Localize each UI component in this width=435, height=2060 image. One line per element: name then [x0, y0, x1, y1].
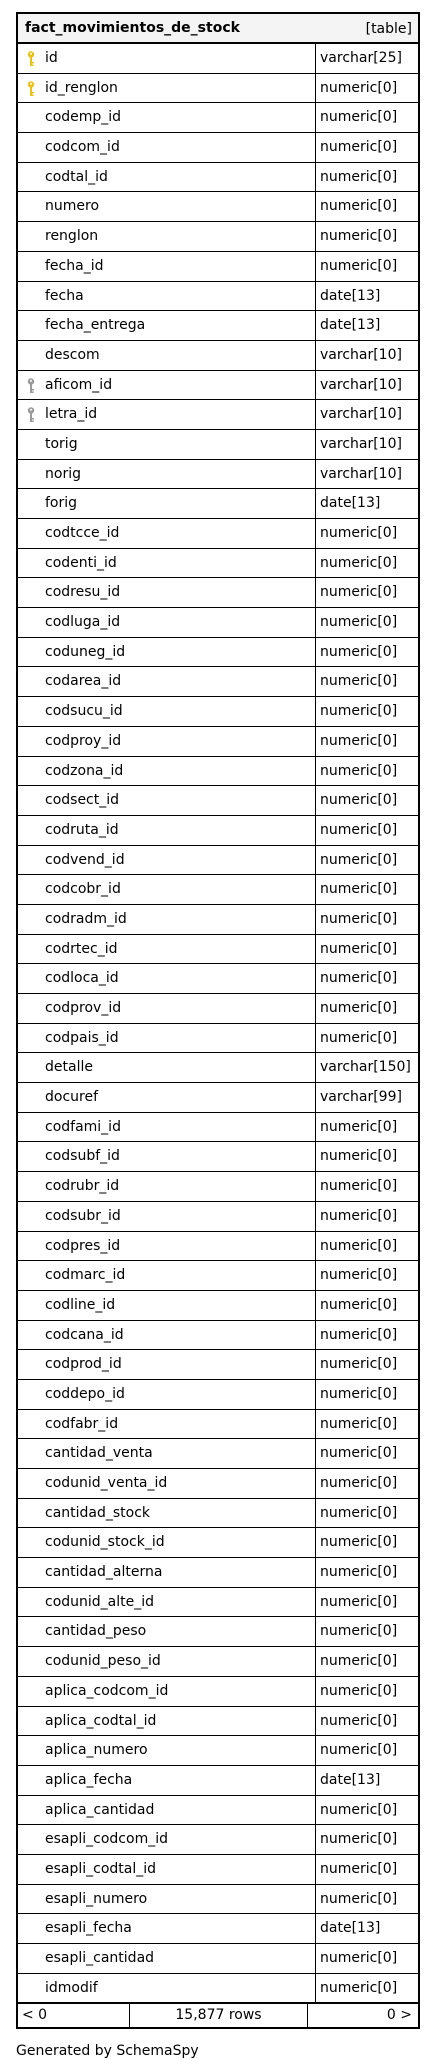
column-row [18, 489, 418, 519]
column-name: codrtec_id [45, 940, 118, 957]
column-name-cell [18, 252, 316, 281]
column-name: codunid_venta_id [45, 1475, 168, 1491]
column-name: fecha_entrega [45, 317, 146, 334]
column-name: codline_id [45, 1296, 116, 1313]
column-type: numeric[0] [320, 1564, 398, 1581]
column-type: numeric[0] [320, 1178, 398, 1195]
column-row [18, 163, 418, 193]
column-name: forig [45, 495, 78, 512]
primary-key-icon [27, 81, 35, 97]
column-type: numeric[0] [320, 881, 398, 898]
column-type: varchar[25] [320, 50, 402, 66]
column-type: date[13] [320, 287, 381, 304]
column-row [18, 964, 418, 994]
column-name: codunid_stock_id [45, 1534, 165, 1551]
column-row [18, 1321, 418, 1351]
table-name: fact_movimientos_de_stock [25, 20, 240, 36]
column-row [18, 935, 418, 965]
column-type: numeric[0] [320, 1653, 398, 1670]
column-name: codtcce_id [45, 525, 120, 541]
column-type: numeric[0] [320, 762, 398, 779]
column-row [18, 786, 418, 816]
column-row [18, 1053, 418, 1083]
column-row [18, 1261, 418, 1291]
column-type: numeric[0] [320, 525, 398, 541]
column-row [18, 1232, 418, 1262]
column-name: coduneg_id [45, 643, 126, 660]
column-name: codpais_id [45, 1029, 119, 1046]
column-type: numeric[0] [320, 1356, 398, 1373]
column-name: codluga_id [45, 614, 121, 631]
column-name: codzona_id [45, 762, 124, 779]
column-name-cell [18, 282, 316, 311]
column-type: numeric[0] [320, 1860, 398, 1877]
column-name-cell [18, 846, 316, 875]
column-row [18, 1172, 418, 1202]
column-name-cell [18, 1202, 316, 1231]
column-name-cell [18, 1885, 316, 1914]
primary-key-icon [27, 51, 35, 67]
column-type: numeric[0] [320, 1207, 398, 1224]
column-row [18, 1885, 418, 1915]
column-type: numeric[0] [320, 1623, 398, 1640]
column-type: numeric[0] [320, 792, 398, 809]
column-row [18, 1677, 418, 1707]
column-name-cell [18, 816, 316, 845]
column-name-cell [18, 1261, 316, 1290]
column-type: varchar[10] [320, 406, 402, 423]
table-footer [18, 2003, 418, 2027]
column-name: codsect_id [45, 792, 120, 809]
column-name-cell [18, 1499, 316, 1528]
column-type: numeric[0] [320, 1000, 398, 1016]
column-row [18, 1499, 418, 1529]
column-name-cell [18, 163, 316, 192]
column-name: codsucu_id [45, 703, 123, 720]
column-type: numeric[0] [320, 1950, 398, 1966]
column-name-cell [18, 549, 316, 578]
column-row [18, 1825, 418, 1855]
column-name-cell [18, 133, 316, 162]
column-row [18, 697, 418, 727]
column-row [18, 133, 418, 163]
table-header [18, 14, 418, 44]
column-name: codloca_id [45, 970, 119, 987]
column-name-cell [18, 103, 316, 132]
column-name-cell [18, 489, 316, 518]
column-type: date[13] [320, 1771, 381, 1788]
column-name: aplica_codtal_id [45, 1712, 157, 1729]
column-name: codarea_id [45, 673, 122, 690]
column-type: numeric[0] [320, 109, 398, 126]
column-row [18, 400, 418, 430]
column-name: idmodif [45, 1979, 98, 1996]
column-name-cell [18, 1588, 316, 1617]
column-type: varchar[150] [320, 1059, 411, 1076]
column-name-cell [18, 341, 316, 370]
column-name: aplica_numero [45, 1742, 148, 1759]
column-type: numeric[0] [320, 673, 398, 690]
column-name-cell [18, 1053, 316, 1082]
column-name-cell [18, 1528, 316, 1557]
foreign-key-icon [27, 378, 35, 394]
column-type: numeric[0] [320, 1475, 398, 1491]
column-name-cell [18, 875, 316, 904]
column-name: docuref [45, 1089, 99, 1106]
column-name-cell [18, 1439, 316, 1468]
column-row [18, 192, 418, 222]
column-name: fecha_id [45, 257, 104, 274]
column-row [18, 1202, 418, 1232]
column-name-cell [18, 1677, 316, 1706]
column-name: codsubr_id [45, 1207, 121, 1224]
column-row [18, 1914, 418, 1944]
column-name: cantidad_alterna [45, 1564, 163, 1581]
column-row [18, 1439, 418, 1469]
column-name: aplica_codcom_id [45, 1682, 169, 1699]
column-row [18, 1410, 418, 1440]
column-name: codresu_id [45, 584, 121, 601]
column-name-cell [18, 994, 316, 1023]
column-name-cell [18, 697, 316, 726]
table-node [16, 12, 420, 2029]
column-name: codsubf_id [45, 1148, 120, 1165]
column-type: numeric[0] [320, 1237, 398, 1254]
column-row [18, 460, 418, 490]
column-name: codfami_id [45, 1118, 121, 1135]
column-row [18, 1736, 418, 1766]
column-name: codprod_id [45, 1356, 122, 1373]
column-type: numeric[0] [320, 1593, 398, 1610]
column-name-cell [18, 222, 316, 251]
column-name: cantidad_peso [45, 1623, 147, 1640]
column-name: cantidad_stock [45, 1504, 151, 1521]
column-row [18, 667, 418, 697]
column-type: numeric[0] [320, 1296, 398, 1313]
column-row [18, 875, 418, 905]
column-name: letra_id [45, 406, 98, 423]
column-name: codmarc_id [45, 1267, 126, 1284]
column-type: numeric[0] [320, 1534, 398, 1551]
column-name: esapli_cantidad [45, 1950, 155, 1966]
column-type: numeric[0] [320, 1742, 398, 1759]
column-row [18, 1024, 418, 1054]
column-name-cell [18, 1083, 316, 1112]
column-name-cell [18, 608, 316, 637]
column-name-cell [18, 44, 316, 73]
column-type: numeric[0] [320, 139, 398, 156]
column-row [18, 519, 418, 549]
foreign-key-icon [27, 407, 35, 423]
column-type: numeric[0] [320, 1148, 398, 1165]
column-type: numeric[0] [320, 1385, 398, 1402]
column-row [18, 1469, 418, 1499]
column-type: numeric[0] [320, 910, 398, 927]
column-row [18, 1380, 418, 1410]
column-name: codpres_id [45, 1237, 121, 1254]
column-row [18, 222, 418, 252]
column-type: numeric[0] [320, 1415, 398, 1432]
column-name-cell [18, 578, 316, 607]
column-name-cell [18, 1024, 316, 1053]
column-type: numeric[0] [320, 1326, 398, 1343]
column-row [18, 1766, 418, 1796]
column-name-cell [18, 400, 316, 429]
column-type: numeric[0] [320, 198, 398, 215]
column-row [18, 341, 418, 371]
column-type: numeric[0] [320, 79, 398, 96]
column-name-cell [18, 727, 316, 756]
column-name: codfabr_id [45, 1415, 119, 1432]
column-name: detalle [45, 1059, 93, 1076]
column-name-cell [18, 1558, 316, 1587]
column-name-cell [18, 1707, 316, 1736]
column-row [18, 1142, 418, 1172]
column-name-cell [18, 1825, 316, 1854]
column-name: aplica_cantidad [45, 1801, 155, 1818]
column-name: id_renglon [45, 79, 118, 96]
column-name-cell [18, 1469, 316, 1498]
column-row [18, 994, 418, 1024]
column-name: codprov_id [45, 1000, 122, 1016]
column-type: varchar[99] [320, 1089, 402, 1106]
column-name: esapli_codcom_id [45, 1831, 168, 1848]
column-row [18, 1558, 418, 1588]
column-name-cell [18, 1350, 316, 1379]
column-name-cell [18, 1172, 316, 1201]
column-type: numeric[0] [320, 554, 398, 571]
column-row [18, 757, 418, 787]
column-type: numeric[0] [320, 970, 398, 987]
column-row [18, 44, 418, 74]
column-type: numeric[0] [320, 1890, 398, 1907]
column-name-cell [18, 1766, 316, 1795]
column-type: varchar[10] [320, 376, 402, 393]
table-kind: [table] [365, 21, 412, 37]
column-row [18, 608, 418, 638]
column-row [18, 282, 418, 312]
column-row [18, 816, 418, 846]
column-type: date[13] [320, 1920, 381, 1937]
column-row [18, 1083, 418, 1113]
column-row [18, 905, 418, 935]
column-name: codrubr_id [45, 1178, 120, 1195]
column-row [18, 252, 418, 282]
column-type: numeric[0] [320, 1029, 398, 1046]
column-name: codcobr_id [45, 881, 121, 898]
column-name-cell [18, 1944, 316, 1973]
column-name-cell [18, 667, 316, 696]
column-name: aplica_fecha [45, 1771, 133, 1788]
column-type: varchar[10] [320, 346, 402, 363]
column-row [18, 1528, 418, 1558]
column-name: coddepo_id [45, 1385, 125, 1402]
column-row [18, 1291, 418, 1321]
column-row [18, 1796, 418, 1826]
column-type: numeric[0] [320, 584, 398, 601]
column-type: numeric[0] [320, 1712, 398, 1729]
column-type: numeric[0] [320, 1504, 398, 1521]
column-type: numeric[0] [320, 1979, 398, 1996]
column-type: numeric[0] [320, 1118, 398, 1135]
column-type: varchar[10] [320, 435, 402, 452]
column-row [18, 430, 418, 460]
column-row [18, 371, 418, 401]
column-name: torig [45, 435, 78, 452]
column-row [18, 311, 418, 341]
column-name-cell [18, 757, 316, 786]
column-name-cell [18, 1974, 316, 2003]
column-name: codcana_id [45, 1326, 124, 1343]
column-name: numero [45, 198, 100, 215]
column-name-cell [18, 430, 316, 459]
column-row [18, 1113, 418, 1143]
row-count: 15,877 rows [130, 2004, 308, 2027]
column-name: codradm_id [45, 910, 127, 927]
parents-count: < 0 [18, 2004, 130, 2027]
column-name: esapli_numero [45, 1890, 148, 1907]
column-name-cell [18, 1232, 316, 1261]
column-name-cell [18, 1380, 316, 1409]
column-name-cell [18, 786, 316, 815]
column-name: descom [45, 346, 100, 363]
children-count: 0 > [386, 2007, 412, 2024]
column-name-cell [18, 1410, 316, 1439]
column-type: varchar[10] [320, 465, 402, 482]
column-name-cell [18, 1647, 316, 1676]
column-name: codvend_id [45, 851, 125, 868]
column-name-cell [18, 192, 316, 221]
column-name-cell [18, 1113, 316, 1142]
column-row [18, 1588, 418, 1618]
column-name-cell [18, 519, 316, 548]
column-name-cell [18, 935, 316, 964]
column-type: numeric[0] [320, 703, 398, 720]
column-list [18, 44, 418, 2003]
column-name: fecha [45, 287, 84, 304]
column-name: renglon [45, 228, 99, 245]
column-name: codcom_id [45, 139, 120, 156]
column-row [18, 1707, 418, 1737]
column-type: numeric[0] [320, 168, 398, 185]
column-type: date[13] [320, 495, 381, 512]
column-name-cell [18, 1736, 316, 1765]
column-name: codtal_id [45, 168, 108, 185]
column-row [18, 549, 418, 579]
column-type: numeric[0] [320, 1801, 398, 1818]
column-row [18, 103, 418, 133]
column-row [18, 578, 418, 608]
column-name: codunid_peso_id [45, 1653, 161, 1670]
column-name: cantidad_venta [45, 1445, 153, 1462]
column-name: aficom_id [45, 376, 113, 393]
column-name-cell [18, 1142, 316, 1171]
column-name-cell [18, 460, 316, 489]
column-row [18, 1617, 418, 1647]
column-type: numeric[0] [320, 1682, 398, 1699]
column-type: numeric[0] [320, 732, 398, 749]
column-name-cell [18, 1291, 316, 1320]
column-name-cell [18, 1855, 316, 1884]
column-type: date[13] [320, 317, 381, 334]
column-row [18, 1944, 418, 1974]
column-type: numeric[0] [320, 257, 398, 274]
column-name-cell [18, 1617, 316, 1646]
column-row [18, 846, 418, 876]
column-type: numeric[0] [320, 821, 398, 838]
column-name-cell [18, 905, 316, 934]
column-name: norig [45, 465, 81, 482]
column-row [18, 1350, 418, 1380]
column-type: numeric[0] [320, 228, 398, 245]
column-row [18, 1647, 418, 1677]
column-name: codruta_id [45, 821, 119, 838]
column-type: numeric[0] [320, 614, 398, 631]
column-name-cell [18, 1914, 316, 1943]
column-name: codemp_id [45, 109, 122, 126]
column-name-cell [18, 311, 316, 340]
column-type: numeric[0] [320, 940, 398, 957]
column-row [18, 74, 418, 104]
column-type: numeric[0] [320, 851, 398, 868]
column-name: esapli_codtal_id [45, 1860, 157, 1877]
column-type: numeric[0] [320, 643, 398, 660]
column-row [18, 1974, 418, 2004]
column-row [18, 1855, 418, 1885]
column-name: codproy_id [45, 732, 122, 749]
column-type: numeric[0] [320, 1267, 398, 1284]
column-name: codenti_id [45, 554, 117, 571]
column-type: numeric[0] [320, 1831, 398, 1848]
column-name-cell [18, 371, 316, 400]
column-name-cell [18, 964, 316, 993]
generated-by-label: Generated by SchemaSpy [16, 2043, 199, 2059]
column-name-cell [18, 74, 316, 103]
column-name-cell [18, 1321, 316, 1350]
column-name-cell [18, 1796, 316, 1825]
column-name-cell [18, 638, 316, 667]
column-type: numeric[0] [320, 1445, 398, 1462]
column-name: codunid_alte_id [45, 1593, 155, 1610]
column-name: id [45, 50, 58, 66]
column-row [18, 727, 418, 757]
column-row [18, 638, 418, 668]
column-name: esapli_fecha [45, 1920, 132, 1937]
